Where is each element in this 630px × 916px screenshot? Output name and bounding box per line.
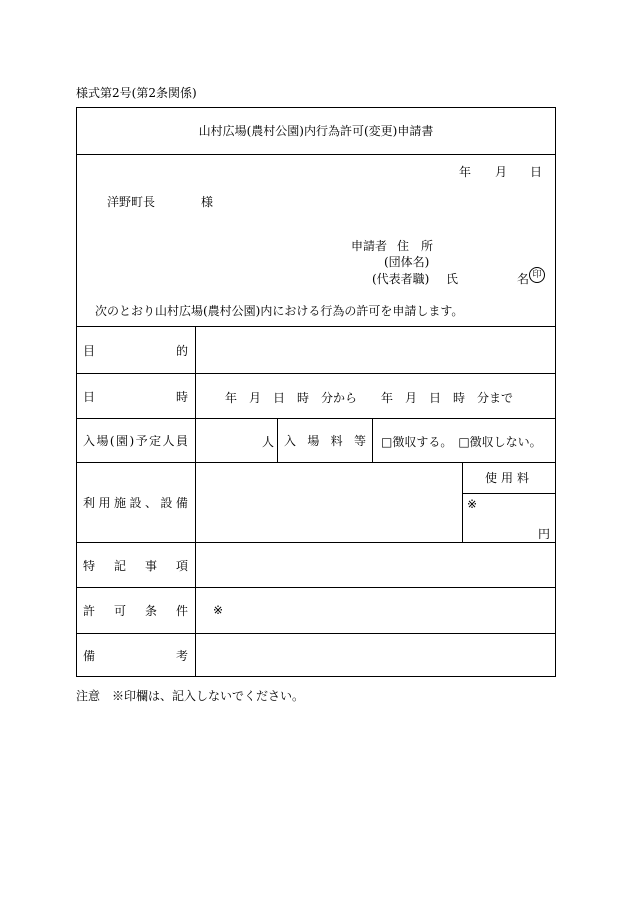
group-name-label: (団体名): [384, 255, 430, 269]
name-label: 氏: [446, 272, 459, 286]
request-text: 次のとおり山村広場(農村公園)内における行為の許可を申請します。: [95, 304, 464, 318]
footer-note: 注意 ※印欄は、記入しないでください。: [76, 689, 305, 703]
usage-fee-unit: 円: [537, 527, 550, 541]
date-month-label: 月: [495, 165, 508, 179]
datetime-label: 日 時: [77, 374, 196, 418]
permit-conditions-row: [77, 588, 555, 634]
purpose-label: 目 的: [77, 327, 196, 373]
form-number: 様式第2号(第2条関係): [76, 86, 197, 100]
datetime-row: [77, 374, 555, 419]
date-day-label: 日: [530, 165, 543, 179]
expected-visitors-field[interactable]: [196, 419, 555, 462]
notes-row: [77, 634, 555, 676]
purpose-row: [77, 327, 555, 374]
representative-title-label: (代表者職): [372, 272, 430, 286]
facility-field[interactable]: [196, 463, 555, 542]
admission-fee-label: 入 場 料 等: [277, 419, 373, 462]
facility-label: 利 用 施 設 、 設 備: [77, 463, 196, 542]
facility-row: [77, 463, 555, 543]
usage-fee-note-mark: ※: [467, 497, 478, 511]
form-title: 山村広場(農村公園)内行為許可(変更)申請書: [198, 124, 434, 138]
title-row: [77, 108, 555, 155]
special-remarks-row: [77, 543, 555, 588]
permit-conditions-note-mark: ※: [213, 603, 224, 617]
usage-fee-box: [462, 463, 555, 542]
fee-collection-choice[interactable]: □徴収する。 □徴収しない。: [381, 435, 542, 449]
seal-mark: 印: [529, 267, 545, 283]
visitors-unit: 人: [262, 435, 275, 449]
address-label: 住 所: [397, 239, 434, 253]
usage-fee-header: 使用料: [463, 463, 555, 494]
special-remarks-label: 特 記 事 項: [77, 543, 196, 587]
datetime-template: 年 月 日 時 分から 年 月 日 時 分まで: [225, 391, 514, 405]
notes-label: 備 考: [77, 634, 196, 676]
special-remarks-field[interactable]: [196, 543, 555, 587]
permit-conditions-field: [196, 588, 555, 633]
name-suffix: 名: [517, 272, 530, 286]
datetime-field[interactable]: [196, 374, 555, 418]
application-form: [76, 107, 556, 677]
header-block: [77, 155, 555, 327]
applicant-label: 申請者: [351, 239, 388, 253]
date-year-label: 年: [459, 165, 472, 179]
notes-field[interactable]: [196, 634, 555, 676]
purpose-field[interactable]: [196, 327, 555, 373]
addressee-honorific: 様: [201, 195, 214, 209]
visitors-row: [77, 419, 555, 463]
addressee: 洋野町長: [107, 195, 156, 209]
expected-visitors-label: 入 場 ( 園 ) 予 定 人 員: [77, 419, 196, 462]
permit-conditions-label: 許 可 条 件: [77, 588, 196, 633]
